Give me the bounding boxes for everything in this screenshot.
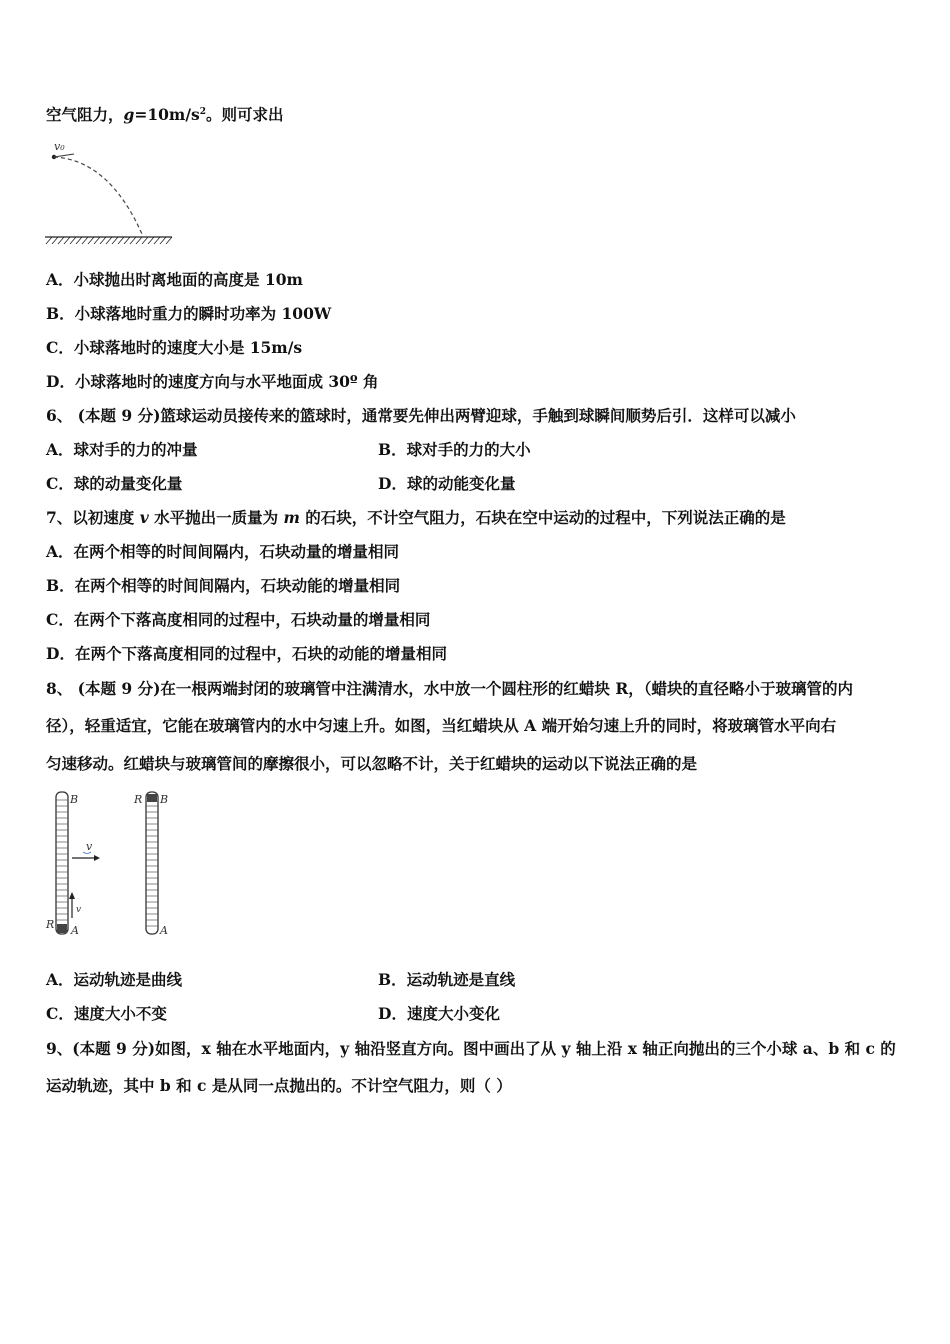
q7-option-c[interactable]: C．在两个下落高度相同的过程中，石块动量的增量相同 xyxy=(46,610,431,629)
trajectory xyxy=(54,157,142,234)
svg-text:A: A xyxy=(71,924,79,937)
q8-tubes-figure xyxy=(44,786,184,942)
q8-option-d[interactable]: D．速度大小变化 xyxy=(378,1004,500,1023)
q8-stem-line1: 8、 (本题 9 分)在一根两端封闭的玻璃管中注满清水，水中放一个圆柱形的红蜡块 R，（蜡块的直径略小于玻璃管的内 xyxy=(46,679,853,698)
svg-text:R: R xyxy=(134,793,143,806)
q7-stem: 7、以初速度 v 水平抛出一质量为 m 的石块，不计空气阻力，石块在空中运动的过程中，下列说法正确的是 xyxy=(46,508,786,527)
svg-text:v: v xyxy=(86,840,93,853)
q9-stem-line2: 运动轨迹，其中 b 和 c 是从同一点抛出的。不计空气阻力，则（ ） xyxy=(46,1076,512,1095)
q7-option-d[interactable]: D．在两个下落高度相同的过程中，石块的动能的增量相同 xyxy=(46,644,447,663)
q8-option-c[interactable]: C．速度大小不变 xyxy=(46,1004,167,1023)
v0-arrow xyxy=(54,154,74,157)
svg-text:B: B xyxy=(160,793,169,806)
q5-stem-tail: 空气阻力，$g=10m/s^2$。则可求出 xyxy=(46,105,284,125)
q5-option-b[interactable]: B．小球落地时重力的瞬时功率为 100W xyxy=(46,304,332,323)
q7-option-b[interactable]: B．在两个相等的时间间隔内，石块动能的增量相同 xyxy=(46,576,401,595)
svg-text:B: B xyxy=(70,793,79,806)
right-tube xyxy=(133,792,168,937)
q6-option-d[interactable]: D．球的动能变化量 xyxy=(378,474,516,493)
q6-option-c[interactable]: C．球的动量变化量 xyxy=(46,474,183,493)
svg-text:A: A xyxy=(160,924,168,937)
q8-stem-line3: 匀速移动。红蜡块与玻璃管间的摩擦很小，可以忽略不计，关于红蜡块的运动以下说法正确的是 xyxy=(46,754,698,773)
q8-stem-line2: 径），轻重适宜，它能在玻璃管内的水中匀速上升。如图，当红蜡块从 A 端开始匀速上升的同时，将玻璃管水平向右 xyxy=(46,716,837,735)
q5-option-a[interactable]: A．小球抛出时离地面的高度是 10m xyxy=(46,270,303,289)
svg-text:v: v xyxy=(76,905,82,915)
q6-option-b[interactable]: B．球对手的力的大小 xyxy=(378,440,531,459)
left-tube xyxy=(45,792,100,937)
wax-block xyxy=(57,924,67,933)
ground-hatching xyxy=(46,237,172,244)
q8-option-a[interactable]: A．运动轨迹是曲线 xyxy=(46,970,183,989)
q9-stem-line1: 9、(本题 9 分)如图，x 轴在水平地面内，y 轴沿竖直方向。图中画出了从 y 轴上沿 x 轴正向抛出的三个小球 a、b 和 c 的 xyxy=(46,1039,896,1058)
q5-projectile-figure xyxy=(44,138,176,248)
q5-option-d[interactable]: D．小球落地时的速度方向与水平地面成 30º 角 xyxy=(46,372,379,391)
q5-option-c[interactable]: C．小球落地时的速度大小是 15m/s xyxy=(46,338,303,357)
svg-text:R: R xyxy=(46,918,55,931)
q6-option-a[interactable]: A．球对手的力的冲量 xyxy=(46,440,198,459)
q8-option-b[interactable]: B．运动轨迹是直线 xyxy=(378,970,516,989)
v0-label: v₀ xyxy=(54,140,65,153)
q6-stem: 6、 (本题 9 分)篮球运动员接传来的篮球时，通常要先伸出两臂迎球，手触到球瞬间顺势后引．这样可以减小 xyxy=(46,406,796,425)
q7-option-a[interactable]: A．在两个相等的时间间隔内，石块动量的增量相同 xyxy=(46,542,400,561)
